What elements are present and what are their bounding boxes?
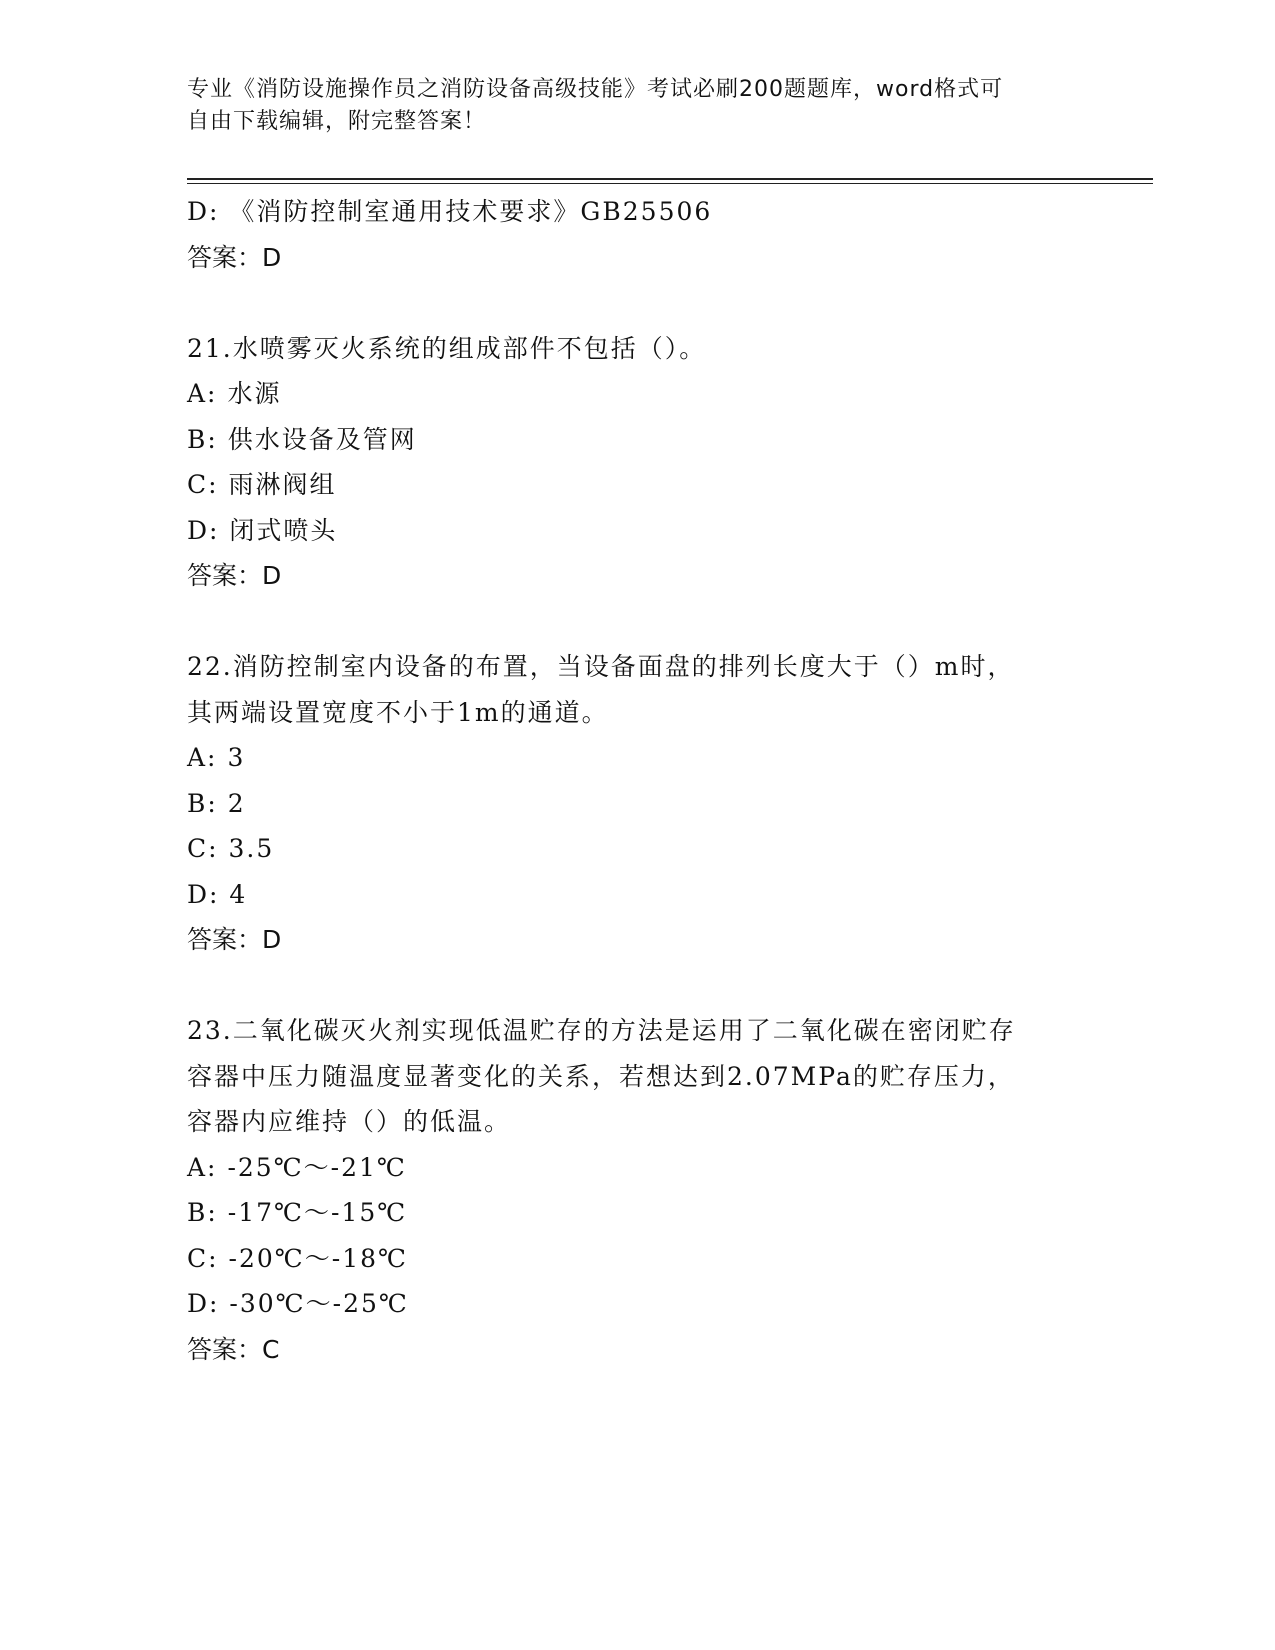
option-letter: C: [187, 1243, 219, 1273]
option-letter: D: [187, 197, 220, 226]
question-stem: 21.水喷雾灭火系统的组成部件不包括（）。 [187, 333, 707, 363]
option-letter: A: [187, 1152, 218, 1182]
option-letter: C: [187, 834, 219, 863]
question-block-20-tail [187, 189, 1087, 280]
header-line-2: 自由下载编辑，附完整答案！ [187, 109, 487, 134]
option-c [187, 826, 1087, 872]
option-a [187, 371, 1087, 417]
option-d [187, 189, 1087, 235]
question-stem-line-2: 其两端设置宽度不小于1m的通道。 [187, 697, 609, 727]
header-rule-thick [187, 178, 1153, 180]
option-text: 雨淋阀组 [228, 470, 337, 499]
question-block-21 [187, 326, 1087, 599]
question-block-23 [187, 1008, 1087, 1372]
header-line-1: 专业《消防设施操作员之消防设备高级技能》考试必刷200题题库，word格式可 [187, 77, 1004, 102]
option-text: -17℃～-15℃ [227, 1198, 408, 1227]
option-letter: C: [187, 470, 219, 499]
header-rule-thin [187, 183, 1153, 184]
option-letter: D: [187, 879, 220, 909]
option-c [187, 1236, 1087, 1282]
document-header [187, 74, 1067, 138]
option-text: 4 [229, 879, 248, 909]
option-b [187, 417, 1087, 463]
option-text: 3.5 [228, 834, 275, 863]
answer-line: 答案：D [187, 925, 282, 954]
option-letter: A: [187, 743, 218, 772]
question-stem-line-3: 容器内应维持（）的低温。 [187, 1107, 512, 1136]
option-text: -20℃～-18℃ [228, 1243, 408, 1273]
option-text: 供水设备及管网 [227, 424, 417, 454]
option-text: -30℃～-25℃ [229, 1289, 409, 1318]
option-d [187, 1281, 1087, 1327]
question-stem-line-1: 22.消防控制室内设备的布置，当设备面盘的排列长度大于（）m时， [187, 652, 1015, 681]
question-stem-line-1: 23.二氧化碳灭火剂实现低温贮存的方法是运用了二氧化碳在密闭贮存 [187, 1016, 1016, 1045]
option-text: 《消防控制室通用技术要求》GB25506 [229, 197, 713, 226]
question-block-22 [187, 644, 1087, 963]
option-a [187, 1145, 1087, 1191]
question-content [187, 189, 1087, 1372]
answer-line: 答案：C [187, 1334, 280, 1364]
option-text: 水源 [227, 379, 282, 408]
spacer [187, 963, 1087, 1009]
option-d [187, 872, 1087, 918]
option-c [187, 462, 1087, 508]
spacer [187, 599, 1087, 645]
question-stem-line-2: 容器中压力随温度显著变化的关系，若想达到2.07MPa的贮存压力， [187, 1061, 1015, 1091]
option-letter: A: [187, 379, 218, 408]
answer-line: 答案：D [187, 242, 282, 272]
option-b [187, 1190, 1087, 1236]
option-letter: D: [187, 515, 220, 545]
answer-line: 答案：D [187, 561, 282, 590]
option-letter: B: [187, 788, 218, 818]
option-a [187, 735, 1087, 781]
option-d [187, 508, 1087, 554]
option-letter: B: [187, 1198, 218, 1227]
option-text: 2 [227, 788, 246, 818]
option-letter: B: [187, 424, 218, 454]
option-text: 3 [227, 743, 246, 772]
option-b [187, 781, 1087, 827]
option-text: 闭式喷头 [229, 515, 338, 545]
option-text: -25℃～-21℃ [227, 1152, 407, 1182]
option-letter: D: [187, 1289, 220, 1318]
spacer [187, 280, 1087, 326]
